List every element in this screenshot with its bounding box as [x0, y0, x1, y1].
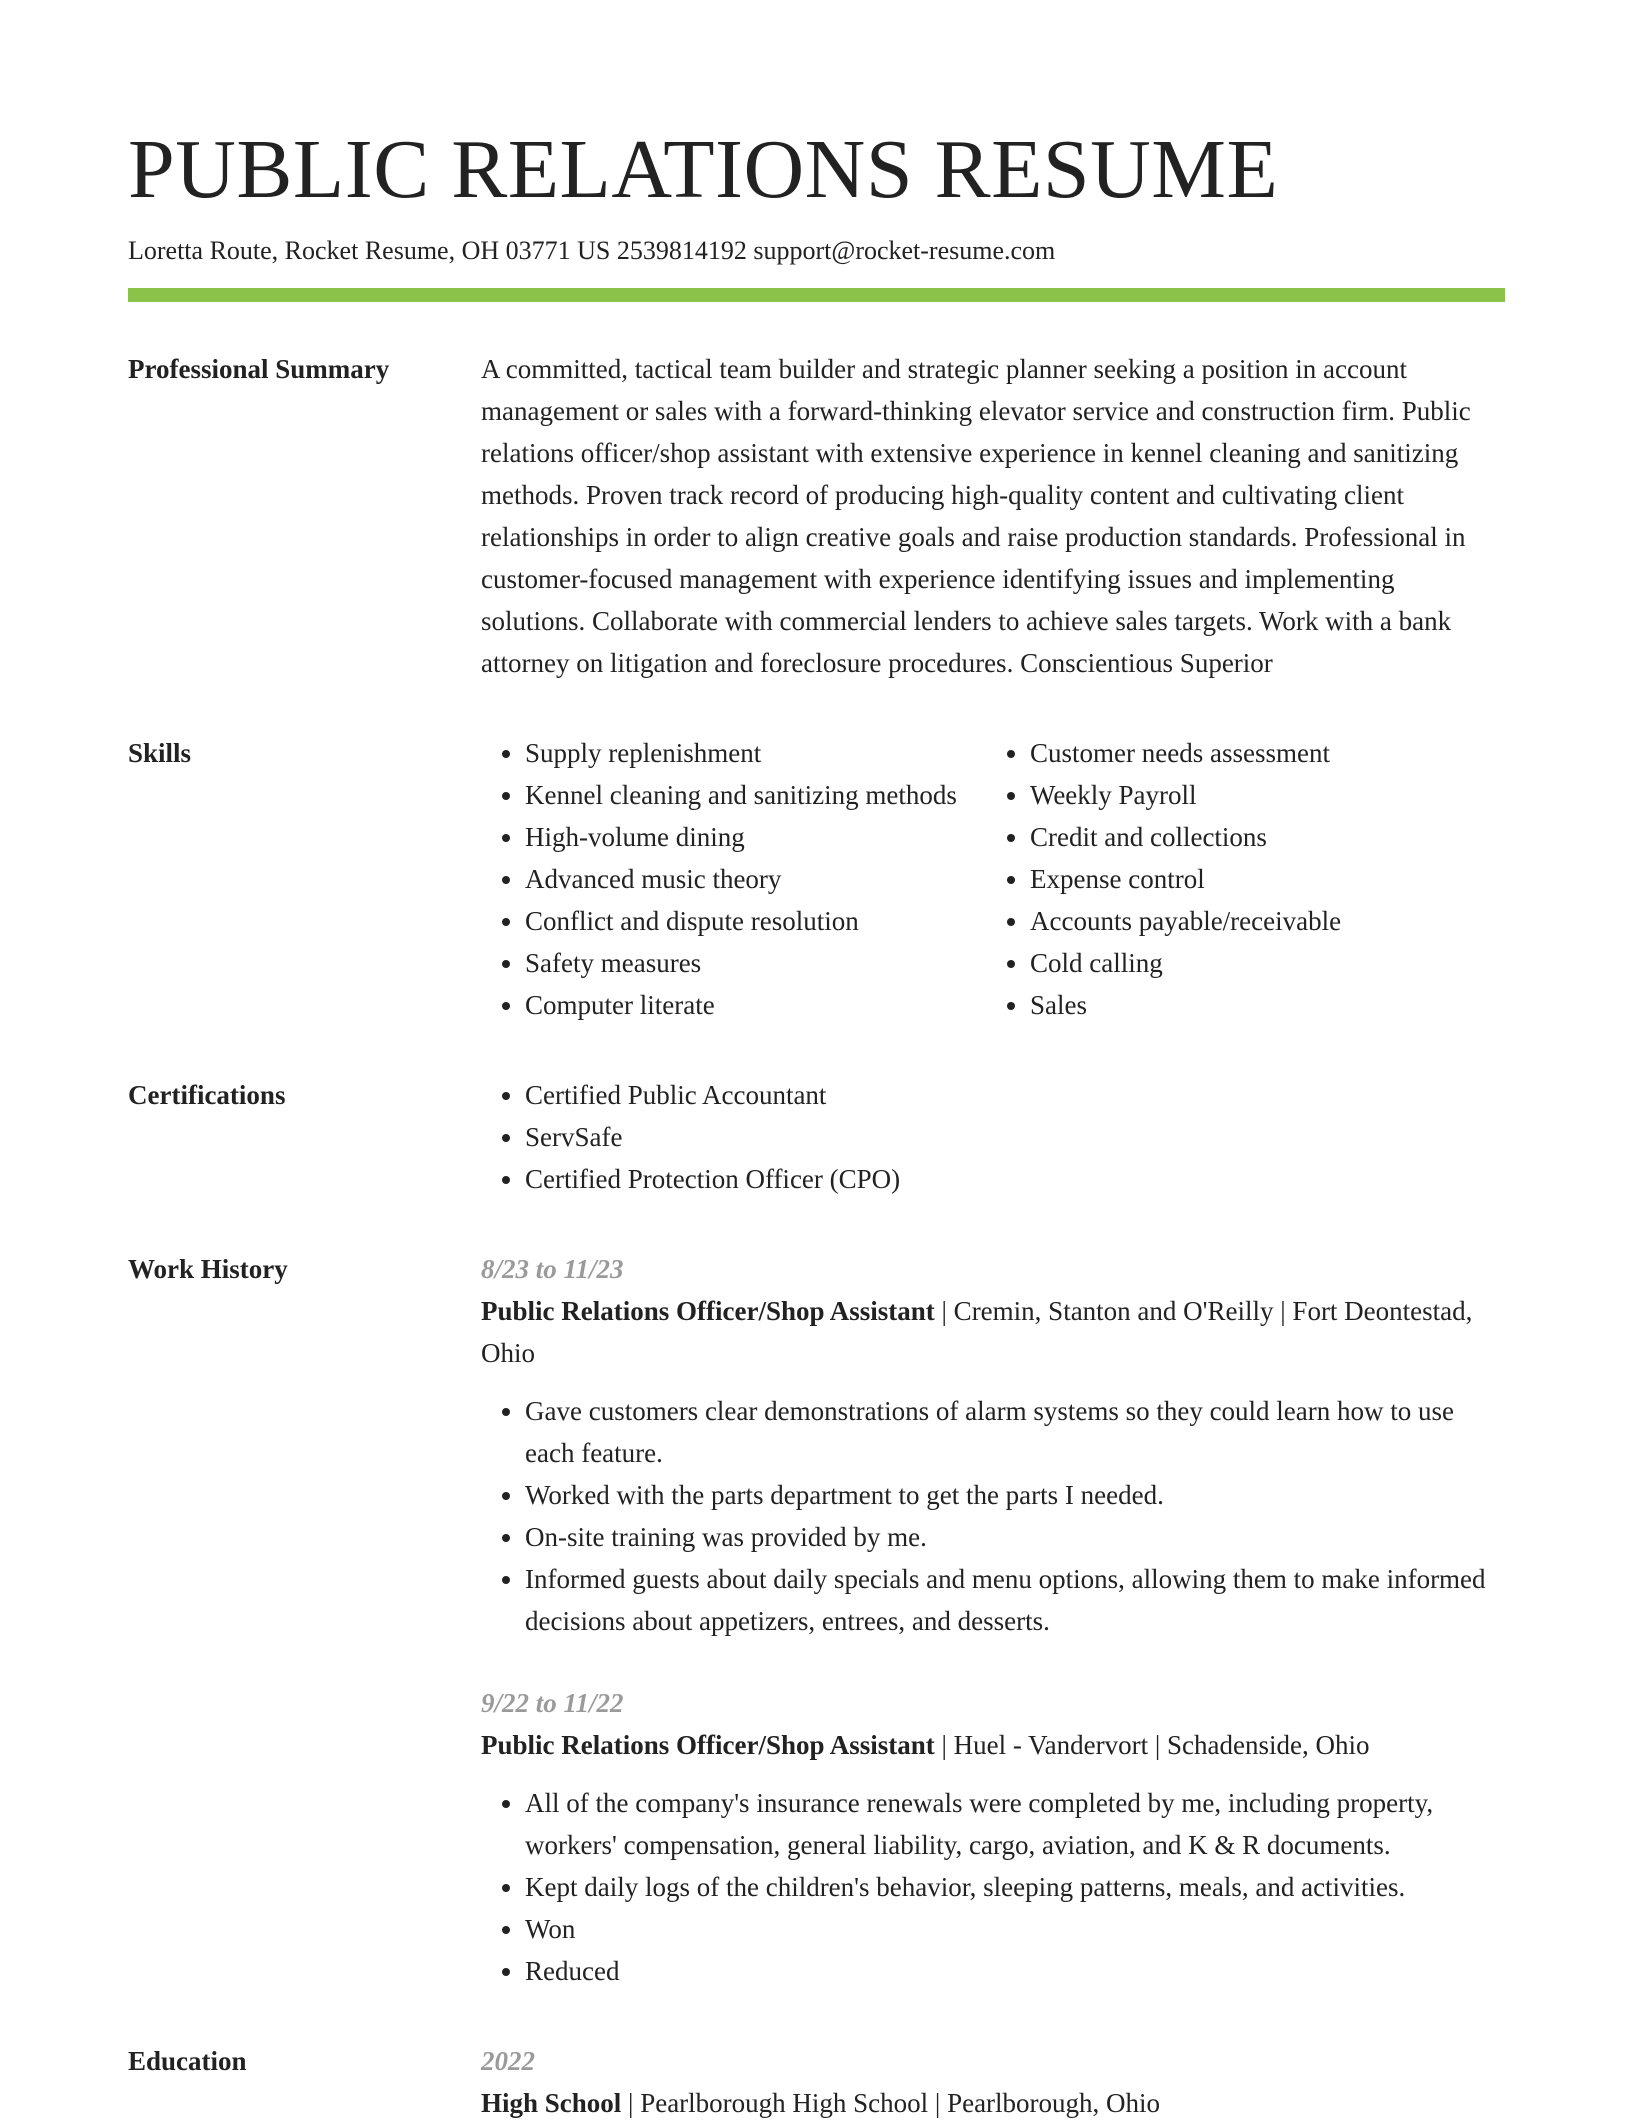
certifications-heading: Certifications — [128, 1080, 286, 1110]
job-bullet: • Kept daily logs of the children's behavior, sleeping patterns, meals, and activities. — [525, 1866, 1505, 1908]
job-bullets — [481, 1782, 1505, 1992]
skill-item: • Safety measures — [525, 942, 986, 984]
skill-item: • Kennel cleaning and sanitizing methods — [525, 774, 986, 816]
job-bullet: • All of the company's insurance renewals were completed by me, including property, workers' compensation, general liability, cargo, aviation, and K & R documents. — [525, 1782, 1505, 1866]
skill-item: • Customer needs assessment — [1030, 732, 1490, 774]
skills-grid — [481, 732, 1505, 1026]
skills-column-right — [986, 732, 1490, 1026]
skill-item: • Accounts payable/receivable — [1030, 900, 1490, 942]
certification-item: • ServSafe — [525, 1116, 1505, 1158]
skill-item: • Cold calling — [1030, 942, 1490, 984]
job-bullets — [481, 1390, 1505, 1642]
job-entry — [481, 1248, 1505, 1642]
skill-item: • Supply replenishment — [525, 732, 986, 774]
certifications-section — [128, 1074, 1505, 1200]
job-bullet: • Reduced — [525, 1950, 1505, 1992]
job-title-line — [481, 1724, 1505, 1766]
skill-item: • Expense control — [1030, 858, 1490, 900]
skills-section — [128, 732, 1505, 1026]
job-role: Public Relations Officer/Shop Assistant — [481, 1730, 935, 1760]
accent-divider — [128, 288, 1505, 302]
skills-heading: Skills — [128, 738, 192, 768]
skill-item: • Sales — [1030, 984, 1490, 1026]
job-bullet: • Informed guests about daily specials and menu options, allowing them to make informed decisions about appetizers, entrees, and desserts. — [525, 1558, 1505, 1642]
contact-line: Loretta Route, Rocket Resume, OH 03771 US 2539814192 support@rocket-resume.com — [128, 236, 1056, 265]
skills-column-left — [481, 732, 986, 1026]
work-history-heading: Work History — [128, 1254, 288, 1284]
job-employer-location: | Cremin, Stanton and O'Reilly | Fort Deontestad, Ohio — [481, 1296, 1473, 1368]
certification-item: • Certified Protection Officer (CPO) — [525, 1158, 1505, 1200]
summary-section — [128, 348, 1505, 684]
job-employer-location: | Huel - Vandervort | Schadenside, Ohio — [934, 1730, 1370, 1760]
skill-item: • Conflict and dispute resolution — [525, 900, 986, 942]
education-degree: High School — [481, 2088, 622, 2118]
education-line — [481, 2082, 1505, 2124]
summary-text: A committed, tactical team builder and strategic planner seeking a position in account management or sales with a forward-thinking elevator service and construction firm. Public relations officer/shop assistant with extensive experience in kennel cleaning and sanitizing methods. Proven track record of producing high-quality content and cultivating client relationships in order to align creative goals and raise production standards. Professional in customer-focused management with experience identifying issues and implementing solutions. Collaborate with commercial lenders to achieve sales targets. Work with a bank attorney on litigation and foreclosure procedures. Conscientious Superior — [481, 354, 1471, 678]
skill-item: • Advanced music theory — [525, 858, 986, 900]
resume-title: PUBLIC RELATIONS RESUME — [128, 123, 1279, 216]
education-year: 2022 — [481, 2046, 535, 2076]
education-heading: Education — [128, 2046, 247, 2076]
education-section — [128, 2040, 1505, 2124]
certifications-list — [481, 1074, 1505, 1200]
skill-item: • Weekly Payroll — [1030, 774, 1490, 816]
skill-item: • High-volume dining — [525, 816, 986, 858]
job-role: Public Relations Officer/Shop Assistant — [481, 1296, 935, 1326]
job-bullet: • Gave customers clear demonstrations of alarm systems so they could learn how to use each feature. — [525, 1390, 1505, 1474]
job-entry — [481, 1682, 1505, 1992]
summary-heading: Professional Summary — [128, 354, 390, 384]
job-title-line — [481, 1290, 1505, 1374]
job-dates: 9/22 to 11/22 — [481, 1688, 624, 1718]
certification-item: • Certified Public Accountant — [525, 1074, 1505, 1116]
skill-item: • Computer literate — [525, 984, 986, 1026]
education-school-location: | Pearlborough High School | Pearlborough, Ohio — [621, 2088, 1161, 2118]
skill-item: • Credit and collections — [1030, 816, 1490, 858]
job-dates: 8/23 to 11/23 — [481, 1254, 624, 1284]
work-history-section — [128, 1248, 1505, 1992]
job-bullet: • On-site training was provided by me. — [525, 1516, 1505, 1558]
job-bullet: • Won — [525, 1908, 1505, 1950]
job-bullet: • Worked with the parts department to get the parts I needed. — [525, 1474, 1505, 1516]
